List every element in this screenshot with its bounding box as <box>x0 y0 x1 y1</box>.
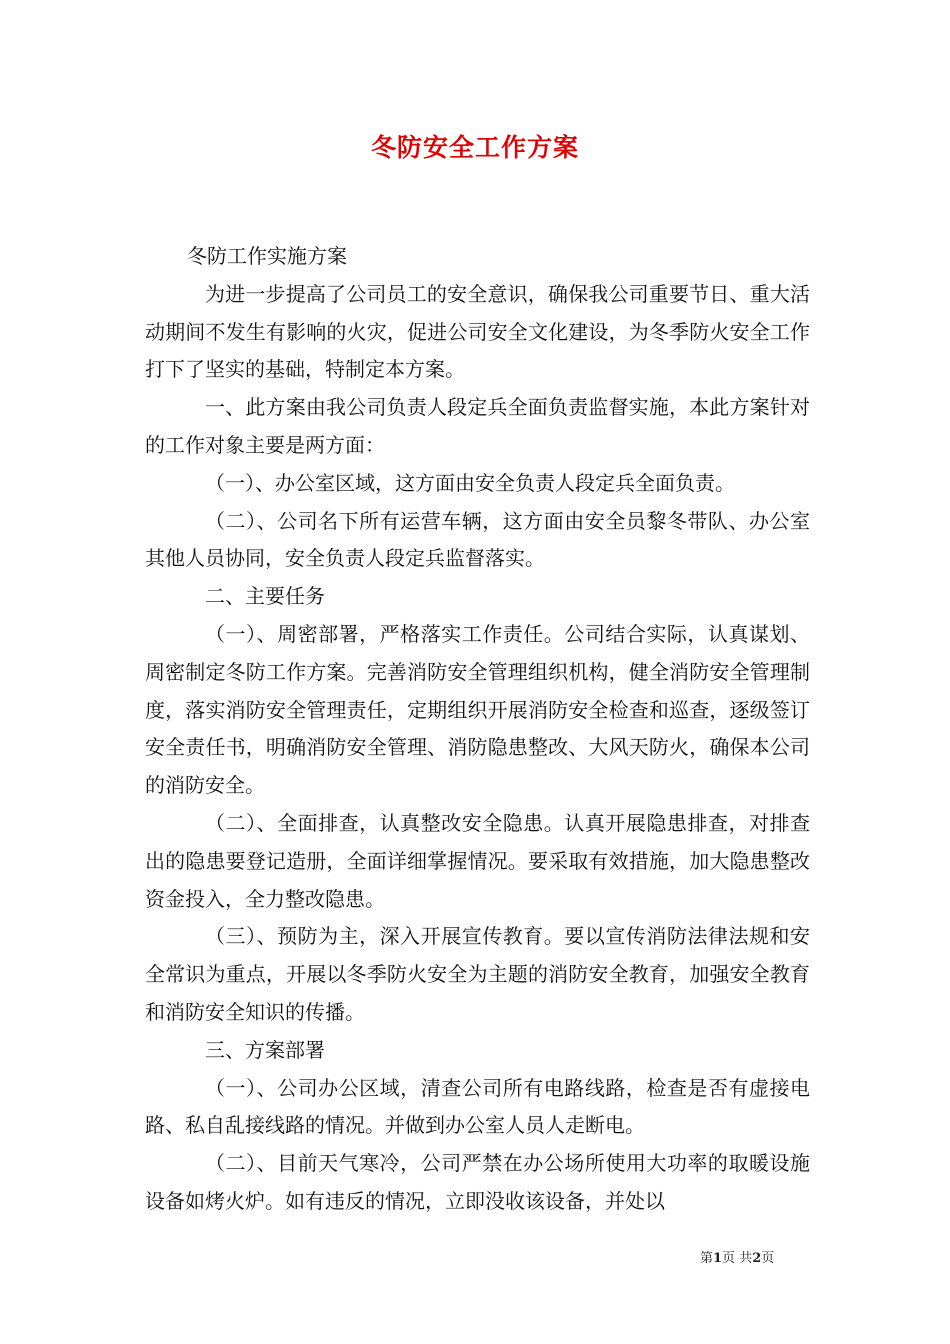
document-title: 冬防安全工作方案 <box>370 133 579 162</box>
paragraph-item-3-1: （一）、公司办公区域，清查公司所有电路线路，检查是否有虚接电路、私自乱接线路的情况。并做到办公室人员人走断电。 <box>145 1075 810 1138</box>
paragraph-item-2-1: （一）、周密部署，严格落实工作责任。公司结合实际，认真谋划、周密制定冬防工作方案。完善消防安全管理组织机构，健全消防安全管理制度，落实消防安全管理责任，定期组织开展消防安全检查和巡查，逐级签订安全责任书，明确消防安全管理、消防隐患整改、大风天防火，确保本公司的消防安全。 <box>145 621 810 798</box>
section-heading-2: 二、主要任务 <box>205 584 325 609</box>
section-heading-3: 三、方案部署 <box>205 1037 325 1062</box>
footer-suffix: 页 <box>761 1251 775 1266</box>
paragraph-item-1-2: （二）、公司名下所有运营车辆，这方面由安全员黎冬带队、办公室其他人员协同，安全负责人段定兵监督落实。 <box>145 508 810 571</box>
paragraph-item-2-2: （二）、全面排查，认真整改安全隐患。认真开展隐患排查，对排查出的隐患要登记造册，全面详细掌握情况。要采取有效措施，加大隐患整改资金投入，全力整改隐患。 <box>145 810 810 911</box>
footer-middle: 页 共 <box>722 1251 753 1266</box>
document-subtitle: 冬防工作实施方案 <box>187 244 347 268</box>
footer-page-current: 1 <box>713 1251 723 1266</box>
footer-prefix: 第 <box>700 1251 714 1266</box>
footer-page-total: 2 <box>752 1251 762 1266</box>
paragraph-item-1-1: （一）、办公室区域，这方面由安全负责人段定兵全面负责。 <box>205 470 735 495</box>
paragraph-intro: 为进一步提高了公司员工的安全意识，确保我公司重要节日、重大活动期间不发生有影响的火灾，促进公司安全文化建设，为冬季防火安全工作打下了坚实的基础，特制定本方案。 <box>145 281 810 382</box>
page-footer <box>700 1247 840 1266</box>
paragraph-item-3-2: （二）、目前天气寒冷，公司严禁在办公场所使用大功率的取暖设施设备如烤火炉。如有违反的情况，立即没收该设备，并处以 <box>145 1151 810 1213</box>
paragraph-item-2-3: （三）、预防为主，深入开展宣传教育。要以宣传消防法律法规和安全常识为重点，开展以冬季防火安全为主题的消防安全教育，加强安全教育和消防安全知识的传播。 <box>145 924 810 1024</box>
document-body <box>145 238 810 1221</box>
paragraph-section-1: 一、此方案由我公司负责人段定兵全面负责监督实施，本此方案针对的工作对象主要是两方面： <box>145 395 810 457</box>
